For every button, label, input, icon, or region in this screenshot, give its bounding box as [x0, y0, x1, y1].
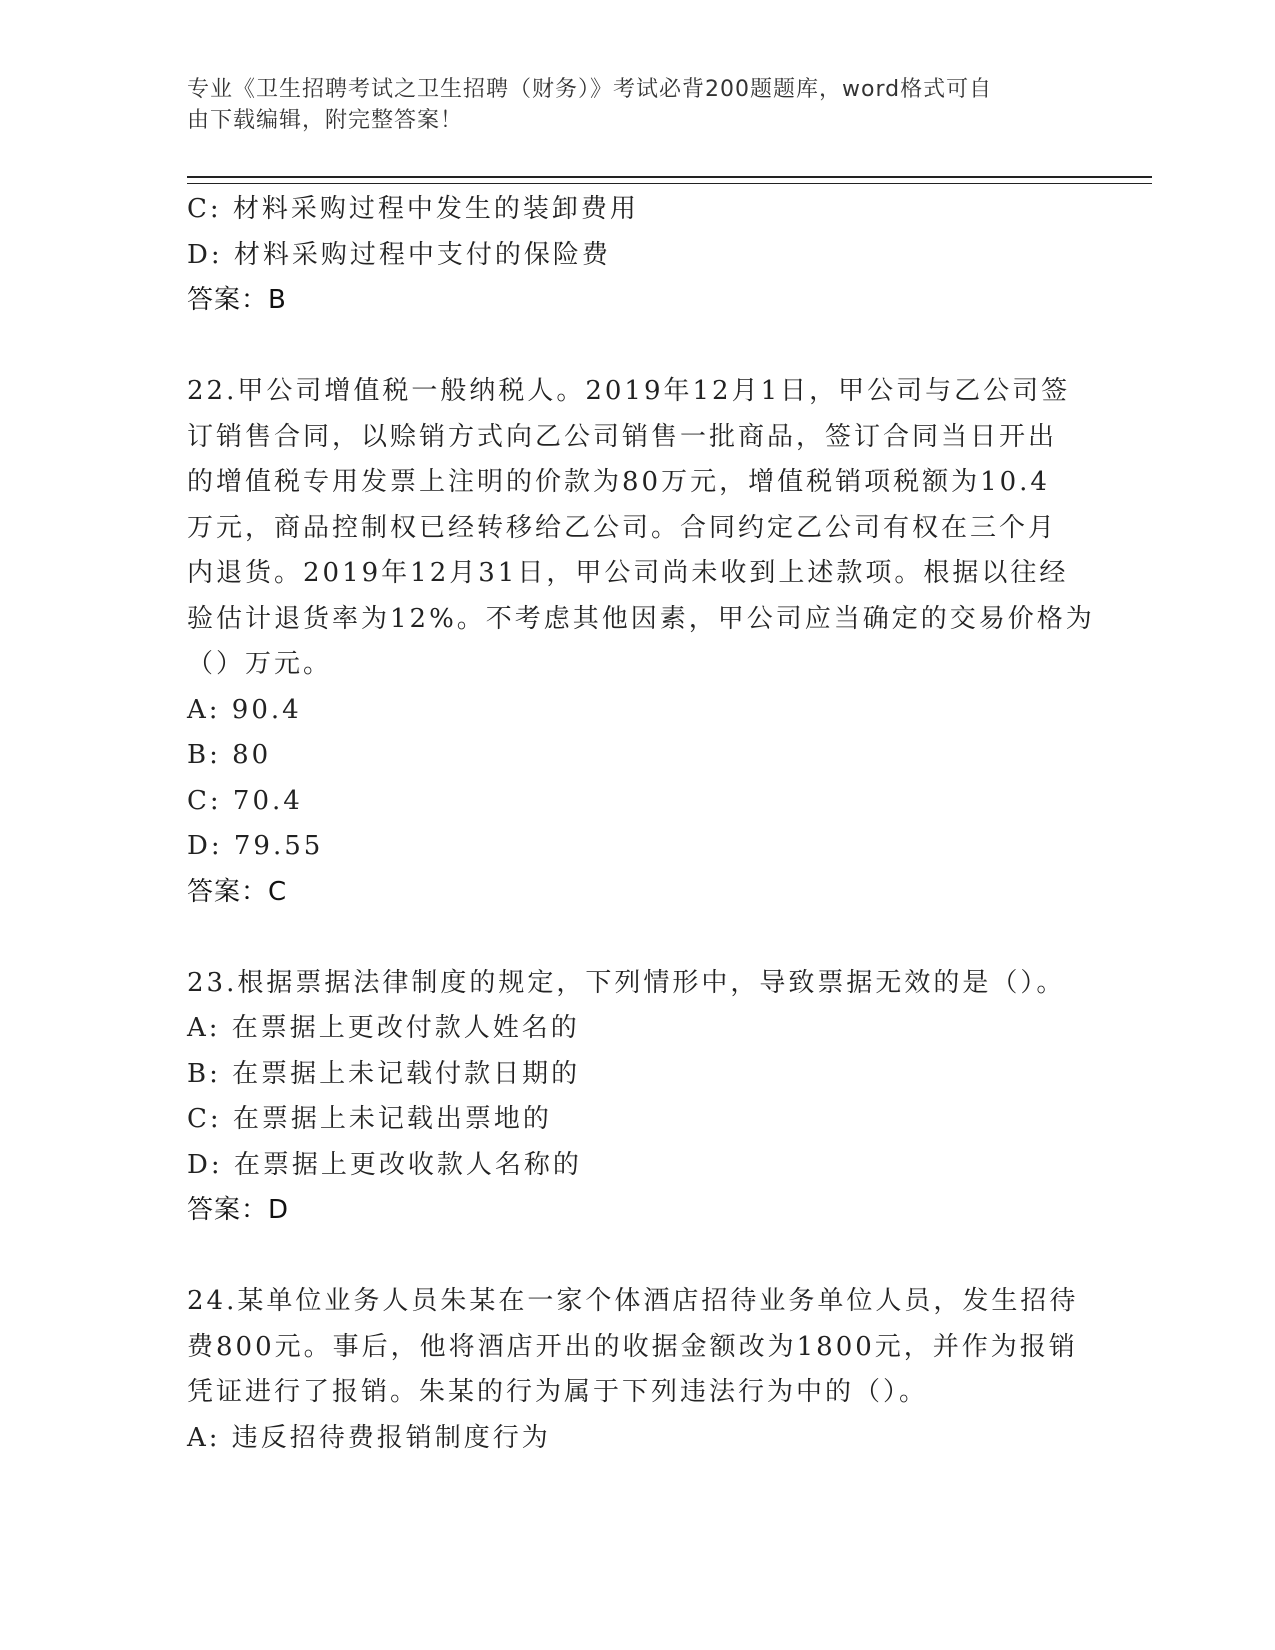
question-text-line: 万元，商品控制权已经转移给乙公司。合同约定乙公司有权在三个月	[187, 512, 1058, 543]
option-d: D: 材料采购过程中支付的保险费	[187, 239, 611, 270]
option-c: C: 在票据上未记载出票地的	[187, 1104, 552, 1134]
question-23	[187, 961, 1092, 1234]
question-text-line: 费800元。事后，他将酒店开出的收据金额改为1800元，并作为报销	[187, 1331, 1078, 1362]
question-text-line: 验估计退货率为12%。不考虑其他因素，甲公司应当确定的交易价格为	[187, 603, 1095, 634]
header-line-2: 由下载编辑，附完整答案！	[187, 108, 464, 133]
question-text-line: 订销售合同，以赊销方式向乙公司销售一批商品，签订合同当日开出	[187, 421, 1058, 452]
option-c: C: 70.4	[187, 785, 303, 816]
header-line-1: 专业《卫生招聘考试之卫生招聘（财务）》考试必背200题题库，word格式可自	[187, 77, 993, 102]
question-text-line: 凭证进行了报销。朱某的行为属于下列违法行为中的（）。	[187, 1377, 929, 1407]
option-a: A: 违反招待费报销制度行为	[187, 1422, 551, 1453]
option-c: C: 材料采购过程中发生的装卸费用	[187, 194, 639, 224]
document-header	[187, 74, 1087, 136]
header-divider-thin	[187, 183, 1152, 184]
question-24	[187, 1279, 1092, 1461]
option-a: A: 90.4	[187, 694, 302, 725]
document-body	[187, 187, 1095, 1461]
question-text-line: （）万元。	[187, 649, 333, 679]
answer-line: 答案：B	[187, 285, 287, 315]
option-b: B: 在票据上未记载付款日期的	[187, 1058, 581, 1089]
option-b: B: 80	[187, 740, 272, 770]
question-text-line: 的增值税专用发票上注明的价款为80万元，增值税销项税额为10.4	[187, 467, 1050, 497]
option-d: D: 在票据上更改收款人名称的	[187, 1149, 582, 1180]
header-divider-thick	[187, 176, 1152, 178]
answer-line: 答案：D	[187, 1195, 290, 1225]
question-text-line: 23.根据票据法律制度的规定，下列情形中，导致票据无效的是（）。	[187, 967, 1066, 998]
question-22	[187, 369, 1095, 915]
question-text-line: 24.某单位业务人员朱某在一家个体酒店招待业务单位人员，发生招待	[187, 1286, 1079, 1316]
question-text-line: 内退货。2019年12月31日，甲公司尚未收到上述款项。根据以往经	[187, 558, 1069, 588]
option-d: D: 79.55	[187, 831, 324, 861]
question-text-line: 22.甲公司增值税一般纳税人。2019年12月1日，甲公司与乙公司签	[187, 376, 1071, 406]
question-21-tail	[187, 187, 1092, 324]
answer-line: 答案：C	[187, 876, 288, 907]
option-a: A: 在票据上更改付款人姓名的	[187, 1013, 580, 1043]
